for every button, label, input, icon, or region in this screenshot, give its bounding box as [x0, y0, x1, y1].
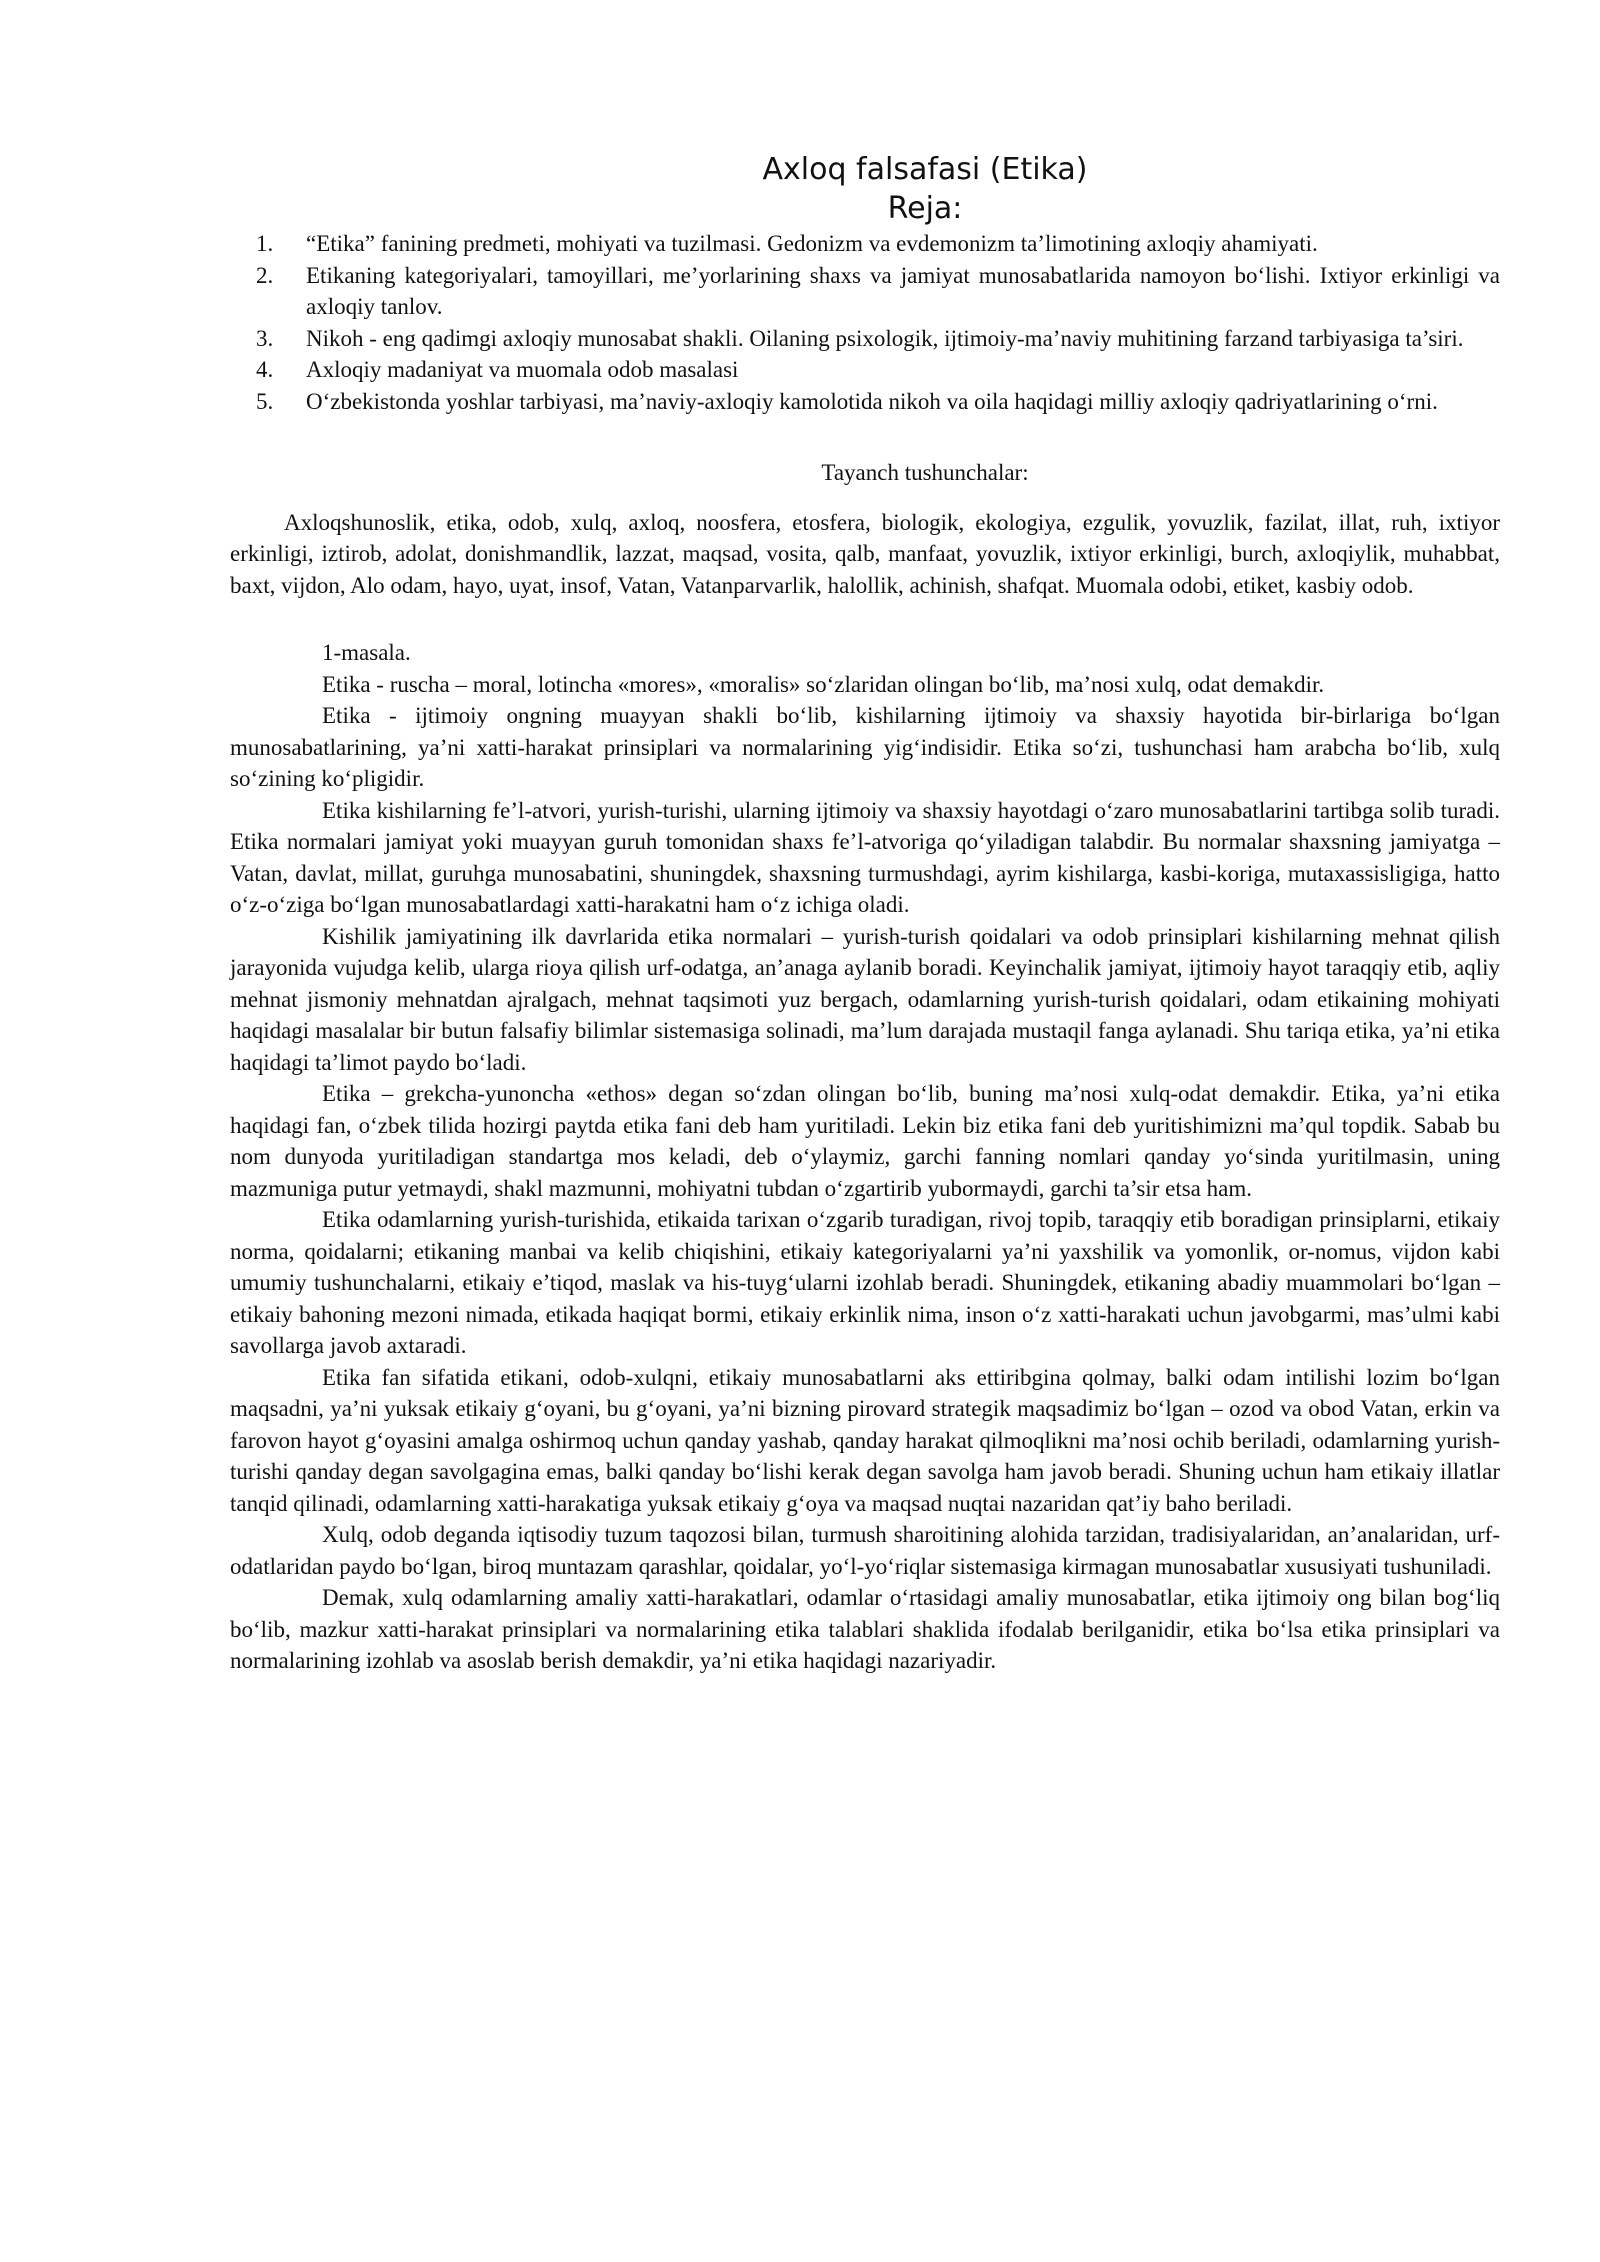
- plan-item-text: O‘zbekistonda yoshlar tarbiyasi, ma’naviy-axloqiy kamolotida nikoh va oila haqidagi milliy axloqiy qadriyatlarining o‘rni.: [306, 388, 1438, 414]
- document-page: [230, 150, 1500, 1677]
- plan-item-text: Axloqiy madaniyat va muomala odob masalasi: [306, 357, 739, 382]
- plan-list: [230, 228, 1500, 417]
- body-paragraph: Etika – grekcha-yunoncha «ethos» degan so‘zdan olingan bo‘lib, buning ma’nosi xulq-odat demakdir. Etika, ya’ni etika haqidagi fan, o‘zbek tilida hozirgi paytda etika fani deb ham yuritiladi. Lekin biz etika fani deb yuritishimizni ma’qul topdik. Sabab bu nom dunyoda yuritiladigan standartga mos keladi, deb o‘ylaymiz, garchi fanning nomlari qanday yo‘sinda yuritilmasin, uning mazmuniga putur yetmaydi, shakl mazmunni, mohiyatni tubdan o‘zgartirib yubormaydi, garchi ta’sir etsa ham.: [230, 1081, 1500, 1201]
- plan-item: [230, 323, 1500, 355]
- plan-item: [230, 354, 1500, 386]
- plan-item-number: 5.: [256, 388, 274, 414]
- plan-item-number: 1.: [256, 231, 274, 256]
- body-paragraph: Demak, xulq odamlarning amaliy xatti-harakatlari, odamlar o‘rtasidagi amaliy munosabatlar, etika ijtimoiy ong bilan bog‘liq bo‘lib, mazkur xatti-harakat prinsiplari va normalarining etika talablari shaklida ifodalab berilganidir, etika bo‘lsa etika prinsiplari va normalarining izohlab va asoslab berish demakdir, ya’ni etika haqidagi nazariyadir.: [230, 1585, 1500, 1673]
- body-paragraph: Kishilik jamiyatining ilk davrlarida etika normalari – yurish-turish qoidalari va odob prinsiplari kishilarning mehnat qilish jarayonida vujudga kelib, ularga rioya qilish urf-odatga, an’anaga aylanib boradi. Keyinchalik jamiyat, ijtimoiy hayot taraqqiy etib, aqliy mehnat jismoniy mehnatdan ajralgach, mehnat taqsimoti yuz bergach, odamlarning yurish-turish qoidalari, odam etikaining mohiyati haqidagi masalalar bir butun falsafiy bilimlar sistemasiga solinadi, ma’lum darajada mustaqil fanga aylanadi. Shu tariqa etika, ya’ni etika haqidagi ta’limot paydo bo‘ladi.: [230, 923, 1500, 1075]
- plan-item: [230, 228, 1500, 260]
- plan-item-number: 4.: [256, 357, 274, 382]
- concepts-paragraph: Axloqshunoslik, etika, odob, xulq, axloq, noosfera, etosfera, biologik, ekologiya, ezgulik, yovuzlik, fazilat, illat, ruh, ixtiyor erkinligi, iztirob, adolat, donishmandlik, lazzat, maqsad, vosita, qalb, manfaat, yovuzlik, ixtiyor erkinligi, burch, axloqiylik, muhabbat, baxt, vijdon, Alo odam, hayo, uyat, insof, Vatan, Vatanparvarlik, halollik, achinish, shafqat. Muomala odobi, etiket, kasbiy odob.: [230, 509, 1500, 598]
- body-paragraph: Etika - ruscha – moral, lotincha «mores», «moralis» so‘zlaridan olingan bo‘lib, ma’nosi xulq, odat demakdir.: [322, 671, 1325, 697]
- body-paragraph: Xulq, odob deganda iqtisodiy tuzum taqozosi bilan, turmush sharoitining alohida tarzidan, tradisiyalaridan, an’analaridan, urf-odatlaridan paydo bo‘lgan, biroq muntazam qarashlar, qoidalar, yo‘l-yo‘riqlar sistemasiga kirmagan munosabatlar xususiyati tushuniladi.: [230, 1522, 1500, 1579]
- body-paragraph: Etika - ijtimoiy ongning muayyan shakli bo‘lib, kishilarning ijtimoiy va shaxsiy hayotida bir-birlariga bo‘lgan munosabatlarining, ya’ni xatti-harakat prinsiplari va normalarining yig‘indisidir. Etika so‘zi, tushunchasi ham arabcha bo‘lib, xulq so‘zining ko‘pligidir.: [230, 703, 1500, 791]
- plan-item-text: Nikoh - eng qadimgi axloqiy munosabat shakli. Oilaning psixologik, ijtimoiy-ma’naviy muhitining farzand tarbiyasiga ta’siri.: [306, 325, 1464, 351]
- body-paragraph: Etika odamlarning yurish-turishida, etikaida tarixan o‘zgarib turadigan, rivoj topib, taraqqiy etib boradigan prinsiplarni, etikaiy norma, qoidalarni; etikaning manbai va kelib chiqishini, etikaiy kategoriyalarni ya’ni yaxshilik va yomonlik, or-nomus, vijdon kabi umumiy tushunchalarni, etikaiy e’tiqod, maslak va his-tuyg‘ularni izohlab beradi. Shuningdek, etikaning abadiy muammolari bo‘lgan – etikaiy bahoning mezoni nimada, etikada haqiqat bormi, etikaiy erkinlik nima, inson o‘z xatti-harakati uchun javobgarmi, mas’ulmi kabi savollarga javob axtaradi.: [230, 1207, 1500, 1358]
- document-title: Axloq falsafasi (Etika): [762, 152, 1088, 187]
- plan-item: [230, 386, 1500, 418]
- plan-title: Reja:: [887, 191, 963, 226]
- body-paragraph: Etika kishilarning fe’l-atvori, yurish-turishi, ularning ijtimoiy va shaxsiy hayotdagi o‘zaro munosabatlarini tartibga solib turadi. Etika normalari jamiyat yoki muayyan guruh tomonidan shaxs fe’l-atvoriga qo‘yiladigan talabdir. Bu normalar shaxsning jamiyatga – Vatan, davlat, millat, guruhga munosabatini, shuningdek, shaxsning turmushdagi, ayrim kishilarga, kasbi-koriga, mutaxassisligiga, hatto o‘z-o‘ziga bo‘lgan munosabatlardagi xatti-harakatni ham o‘z ichiga oladi.: [230, 797, 1500, 917]
- plan-item-text: “Etika” fanining predmeti, mohiyati va tuzilmasi. Gedonizm va evdemonizm ta’limotining axloqiy ahamiyati.: [306, 231, 1318, 256]
- concepts-heading: Tayanch tushunchalar:: [821, 460, 1029, 485]
- section-label: 1-masala.: [322, 640, 411, 665]
- plan-item: [230, 260, 1500, 323]
- plan-item-number: 3.: [256, 325, 274, 351]
- body-paragraph: Etika fan sifatida etikani, odob-xulqni, etikaiy munosabatlarni aks ettiribgina qolmay, balki odam intilishi lozim bo‘lgan maqsadni, ya’ni yuksak etikaiy g‘oyani, bu g‘oyani, ya’ni bizning pirovard strategik maqsadimiz bo‘lgan – ozod va obod Vatan, erkin va farovon hayot g‘oyasini amalga oshirmoq uchun qanday yashab, qanday harakat qilmoqlikni ma’nosi ochib beriladi, odamlarning yurish-turishi qanday degan savolgagina emas, balki qanday bo‘lishi kerak degan savolga ham javob beradi. Shuning uchun ham etikaiy illatlar tanqid qilinadi, odamlarning xatti-harakatiga yuksak etikaiy g‘oya va maqsad nuqtai nazaridan qat’iy baho beriladi.: [230, 1364, 1500, 1516]
- plan-item-text: Etikaning kategoriyalari, tamoyillari, me’yorlarining shaxs va jamiyat munosabatlarida namoyon bo‘lishi. Ixtiyor erkinligi va axloqiy tanlov.: [306, 262, 1500, 319]
- plan-item-number: 2.: [256, 262, 274, 288]
